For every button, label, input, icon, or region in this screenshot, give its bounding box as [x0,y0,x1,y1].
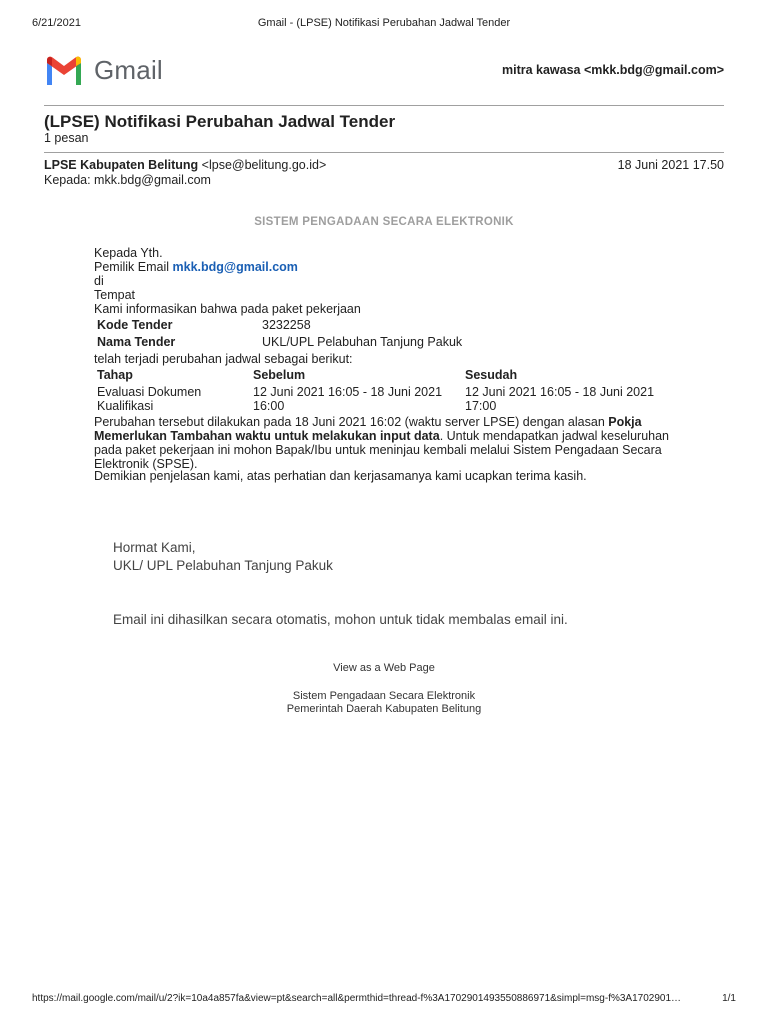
schedule-header-tahap: Tahap [97,368,133,382]
auto-note: Email ini dihasilkan secara otomatis, mohon untuk tidak membalas email ini. [113,612,568,627]
print-title: Gmail - (LPSE) Notifikasi Perubahan Jadwal Tender [257,17,511,29]
schedule-sesudah-line2: 17:00 [465,399,497,413]
print-page-number: 1/1 [722,993,736,1004]
footer-line1: Sistem Pengadaan Secara Elektronik [292,690,476,702]
tempat-line: Tempat [94,288,135,302]
sender-email: <lpse@belitung.go.id> [201,158,327,172]
changed-line: telah terjadi perubahan jadwal sebagai berikut: [94,352,353,366]
schedule-tahap-line1: Evaluasi Dokumen [97,385,202,399]
subject-divider [44,152,724,153]
signature-greeting: Hormat Kami, [113,540,196,555]
owner-email-link[interactable]: mkk.bdg@gmail.com [172,260,298,274]
schedule-sesudah-line1: 12 Juni 2021 16:05 - 18 Juni 2021 [465,385,655,399]
sender-name: LPSE Kabupaten Belitung [44,158,199,172]
schedule-tahap-line2: Kualifikasi [97,399,154,413]
message-date: 18 Juni 2021 17.50 [617,158,724,172]
header-divider [44,105,724,106]
para-reason: Pokja Memerlukan Tambahan waktu untuk melakukan input data [94,415,642,443]
print-date: 6/21/2021 [32,17,81,29]
schedule-sebelum-line1: 12 Juni 2021 16:05 - 18 Juni 2021 [253,385,443,399]
greeting: Kepada Yth. [94,246,163,260]
nama-label: Nama Tender [97,335,176,349]
di-line: di [94,274,104,288]
gmail-logo[interactable] [44,54,170,88]
email-banner: SISTEM PENGADAAN SECARA ELEKTRONIK [254,216,514,228]
print-url: https://mail.google.com/mail/u/2?ik=10a4a857fa&view=pt&search=all&permthid=thread-f%3A1702901493550886971&simpl=msg-f%3A1702901… [32,993,682,1004]
kode-label: Kode Tender [97,318,173,332]
schedule-header-sebelum: Sebelum [253,368,306,382]
sender-line [44,158,326,172]
footer-line2: Pemerintah Daerah Kabupaten Belitung [286,703,482,715]
gmail-wordmark: Gmail [94,55,163,85]
intro-line: Kami informasikan bahwa pada paket pekerjaan [94,302,361,316]
owner-line [94,260,298,274]
recipient-line: Kepada: mkk.bdg@gmail.com [44,173,211,187]
message-count: 1 pesan [44,131,89,145]
para-pre: Perubahan tersebut dilakukan pada 18 Juni 2021 16:02 (waktu server LPSE) dengan alasan [94,415,609,429]
owner-label: Pemilik Email [94,260,170,274]
change-paragraph [94,415,684,471]
account-label: mitra kawasa <mkk.bdg@gmail.com> [501,63,724,77]
web-page-link[interactable]: View as a Web Page [333,662,435,674]
thread-subject: (LPSE) Notifikasi Perubahan Jadwal Tender [44,112,396,131]
kode-value: 3232258 [262,318,311,332]
schedule-sebelum-line2: 16:00 [253,399,285,413]
signature-name: UKL/ UPL Pelabuhan Tanjung Pakuk [113,558,333,573]
para-post: . Untuk mendapatkan jadwal keseluruhan pada paket pekerjaan ini mohon Bapak/Ibu untuk meninjau kembali melalui Sistem Pengadaan Secara Elektronik (SPSE). [94,429,669,471]
closing-line: Demikian penjelasan kami, atas perhatian dan kerjasamanya kami ucapkan terima kasih. [94,469,587,483]
schedule-header-sesudah: Sesudah [465,368,518,382]
nama-value: UKL/UPL Pelabuhan Tanjung Pakuk [262,335,463,349]
gmail-m-icon [44,56,84,86]
